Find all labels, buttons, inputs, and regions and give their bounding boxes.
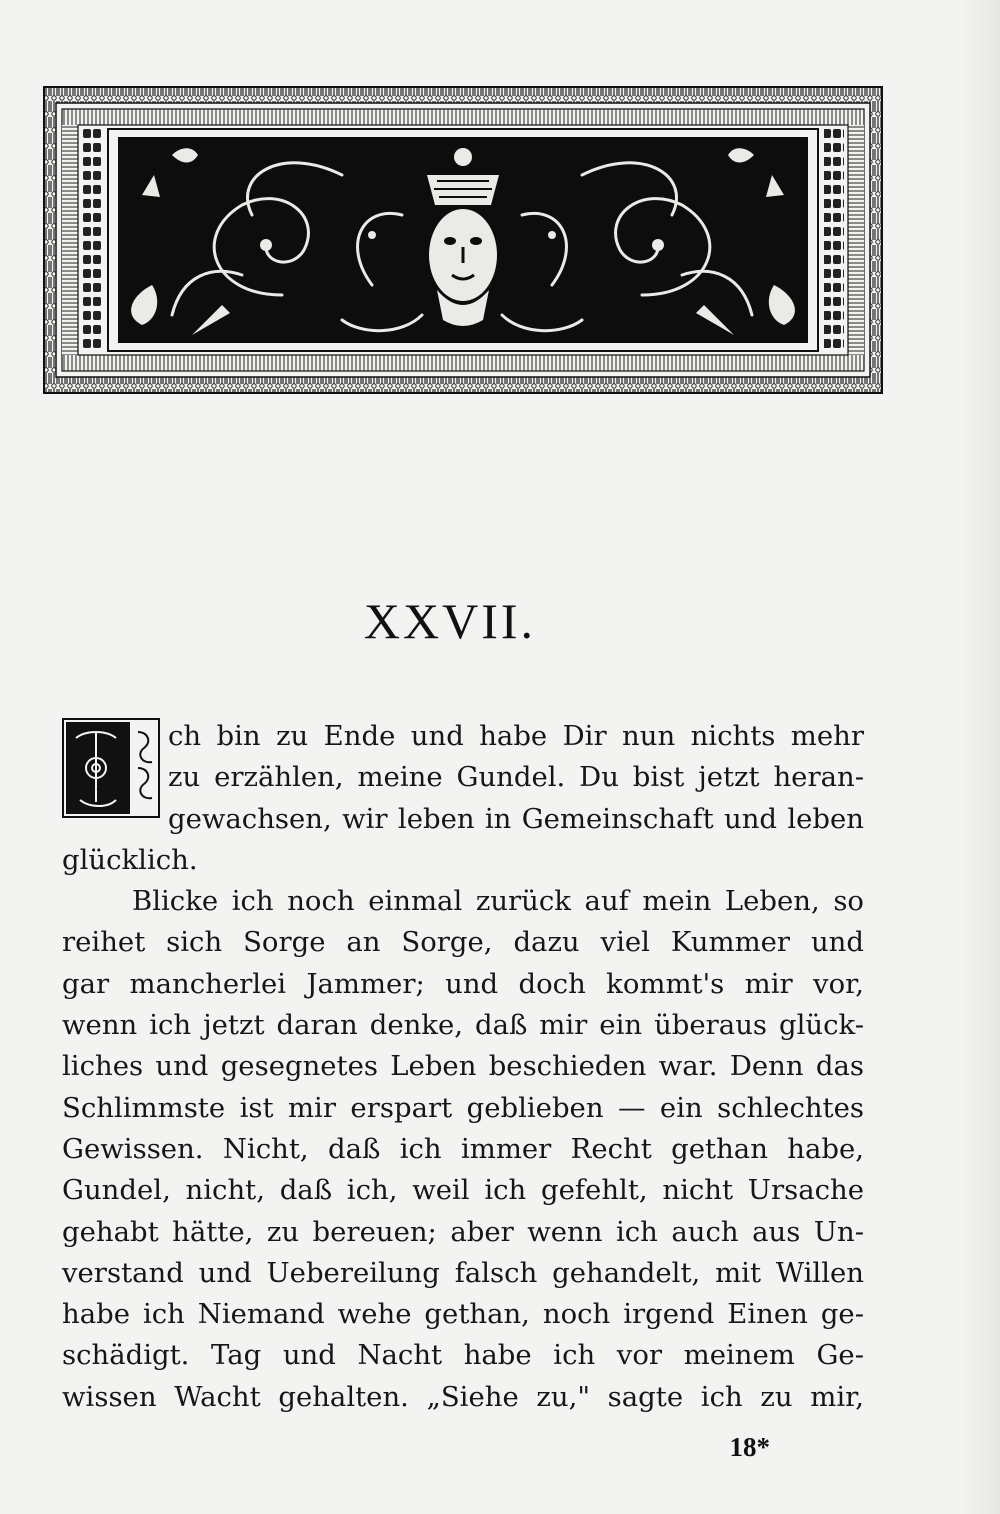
drop-cap-letter: I [95, 789, 97, 791]
text-line: Gundel, nicht, daß ich, weil ich gefehlt, nicht Ursache [62, 1174, 864, 1207]
text-line: gehabt hätte, zu bereuen; aber wenn ich auch aus Un- [62, 1215, 864, 1248]
text-line: liches und gesegnetes Leben beschieden war. Denn das [62, 1050, 864, 1083]
text-line: Gewissen. Nicht, daß ich immer Recht gethan habe, [62, 1132, 864, 1165]
text-line: Blicke ich noch einmal zurück auf mein Leben, so [132, 885, 864, 918]
text-line: habe ich Niemand wehe gethan, noch irgend Einen ge- [62, 1298, 864, 1331]
page-signature: 18* [729, 1432, 770, 1462]
text-line: glücklich. [62, 843, 198, 876]
headpiece-ornament [42, 85, 884, 395]
text-line: gar mancherlei Jammer; und doch kommt's mir vor, [62, 967, 864, 1000]
text-line: wenn ich jetzt daran denke, daß mir ein überaus glück- [62, 1009, 864, 1042]
body-text [62, 716, 864, 1418]
text-line: gewachsen, wir leben in Gemeinschaft und leben [168, 802, 864, 835]
text-line: verstand und Uebereilung falsch gehandelt, mit Willen [62, 1256, 864, 1289]
text-line: wissen Wacht gehalten. „Siehe zu," sagte ich zu mir, [62, 1380, 864, 1413]
text-line: reihet sich Sorge an Sorge, dazu viel Kummer und [62, 926, 864, 959]
page-edge-shadow [960, 0, 1000, 1514]
text-line: ch bin zu Ende und habe Dir nun nichts mehr [168, 720, 864, 752]
text-line: schädigt. Tag und Nacht habe ich vor meinem Ge- [62, 1339, 864, 1372]
chapter-heading: XXVII. [363, 593, 537, 649]
text-line: zu erzählen, meine Gundel. Du bist jetzt heran- [168, 761, 864, 794]
text-line: Schlimmste ist mir erspart geblieben — ein schlechtes [62, 1091, 864, 1124]
